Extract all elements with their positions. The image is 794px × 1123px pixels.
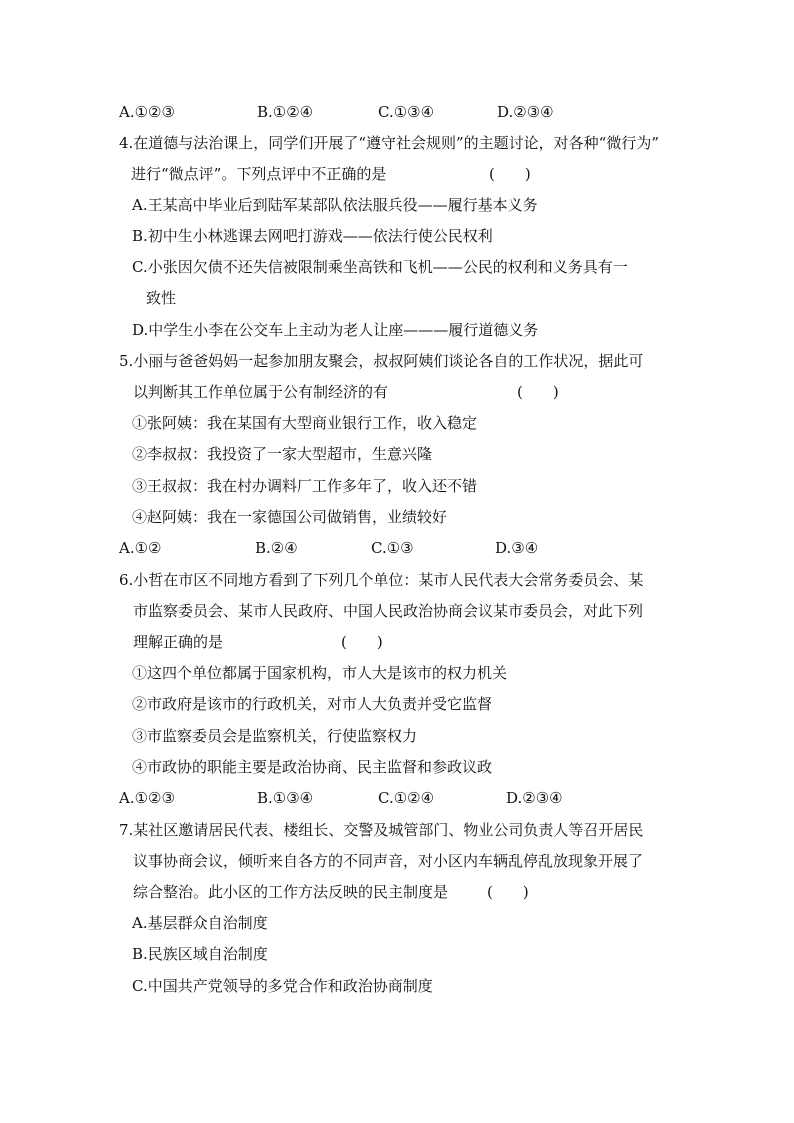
q6-item-4: ④市政协的职能主要是政治协商、民主监督和参政议政 bbox=[132, 758, 493, 776]
q6-stem-line2: 市监察委员会、某市人民政府、中国人民政治协商会议某市委员会，对此下列 bbox=[133, 602, 644, 620]
q6-item-1: ①这四个单位都属于国家机构，市人大是该市的权力机关 bbox=[132, 664, 508, 682]
q6-options bbox=[0, 788, 794, 808]
q3-option-d: D.②③④ bbox=[497, 103, 554, 121]
q7-option-a: A.基层群众自治制度 bbox=[132, 914, 268, 932]
q3-options bbox=[0, 102, 794, 122]
q4-option-c-line1: C.小张因欠债不还失信被限制乘坐高铁和飞机——公民的权利和义务具有一 bbox=[132, 258, 628, 276]
q5-answer-bracket: ( ) bbox=[517, 383, 559, 401]
q7-answer-bracket: ( ) bbox=[487, 883, 529, 901]
q7-stem-line1: 7.某社区邀请居民代表、楼组长、交警及城管部门、物业公司负责人等召开居民 bbox=[119, 821, 644, 839]
q7-option-b: B.民族区域自治制度 bbox=[132, 945, 268, 963]
q4-stem-line2: 进行“微点评”。下列点评中不正确的是 bbox=[131, 165, 387, 183]
q6-option-d: D.②③④ bbox=[506, 789, 563, 807]
q6-stem-line1: 6.小哲在市区不同地方看到了下列几个单位：某市人民代表大会常务委员会、某 bbox=[119, 571, 644, 589]
q5-item-3: ③王叔叔：我在村办调料厂工作多年了，收入还不错 bbox=[132, 477, 478, 495]
q4-answer-bracket: ( ) bbox=[489, 165, 531, 183]
q4-option-c-line2: 致性 bbox=[146, 289, 177, 307]
q5-item-4: ④赵阿姨：我在一家德国公司做销售，业绩较好 bbox=[132, 508, 448, 526]
q6-option-b: B.①③④ bbox=[257, 789, 314, 807]
q7-option-c: C.中国共产党领导的多党合作和政治协商制度 bbox=[132, 977, 433, 995]
q3-option-c: C.①③④ bbox=[378, 103, 435, 121]
q4-option-d: D.中学生小李在公交车上主动为老人让座———履行道德义务 bbox=[132, 321, 539, 339]
q5-option-a: A.①② bbox=[119, 539, 162, 557]
q6-item-3: ③市监察委员会是监察机关，行使监察权力 bbox=[132, 727, 418, 745]
q5-stem-line2: 以判断其工作单位属于公有制经济的有 bbox=[133, 383, 389, 401]
q6-item-2: ②市政府是该市的行政机关，对市人大负责并受它监督 bbox=[132, 695, 493, 713]
q5-option-d: D.③④ bbox=[495, 539, 539, 557]
q4-stem-line1: 4.在道德与法治课上，同学们开展了“遵守社会规则”的主题讨论，对各种“微行为” bbox=[119, 134, 659, 152]
q3-option-b: B.①②④ bbox=[257, 103, 314, 121]
q6-option-a: A.①②③ bbox=[119, 789, 175, 807]
q6-option-c: C.①②④ bbox=[378, 789, 435, 807]
q6-stem-line3: 理解正确的是 bbox=[133, 633, 224, 651]
q6-answer-bracket: ( ) bbox=[341, 633, 383, 651]
q5-item-2: ②李叔叔：我投资了一家大型超市，生意兴隆 bbox=[132, 445, 433, 463]
q5-option-c: C.①③ bbox=[371, 539, 414, 557]
q4-option-b: B.初中生小林逃课去网吧打游戏——依法行使公民权利 bbox=[132, 227, 493, 245]
q5-options bbox=[0, 538, 794, 558]
q5-option-b: B.②④ bbox=[255, 539, 298, 557]
q4-option-a: A.王某高中毕业后到陆军某部队依法服兵役——履行基本义务 bbox=[132, 196, 538, 214]
q5-stem-line1: 5.小丽与爸爸妈妈一起参加朋友聚会，叔叔阿姨们谈论各自的工作状况，据此可 bbox=[119, 352, 644, 370]
q3-option-a: A.①②③ bbox=[119, 103, 175, 121]
q5-item-1: ①张阿姨：我在某国有大型商业银行工作，收入稳定 bbox=[132, 414, 478, 432]
q7-stem-line2: 议事协商会议，倾听来自各方的不同声音，对小区内车辆乱停乱放现象开展了 bbox=[133, 852, 644, 870]
q7-stem-line3: 综合整治。此小区的工作方法反映的民主制度是 bbox=[133, 883, 449, 901]
